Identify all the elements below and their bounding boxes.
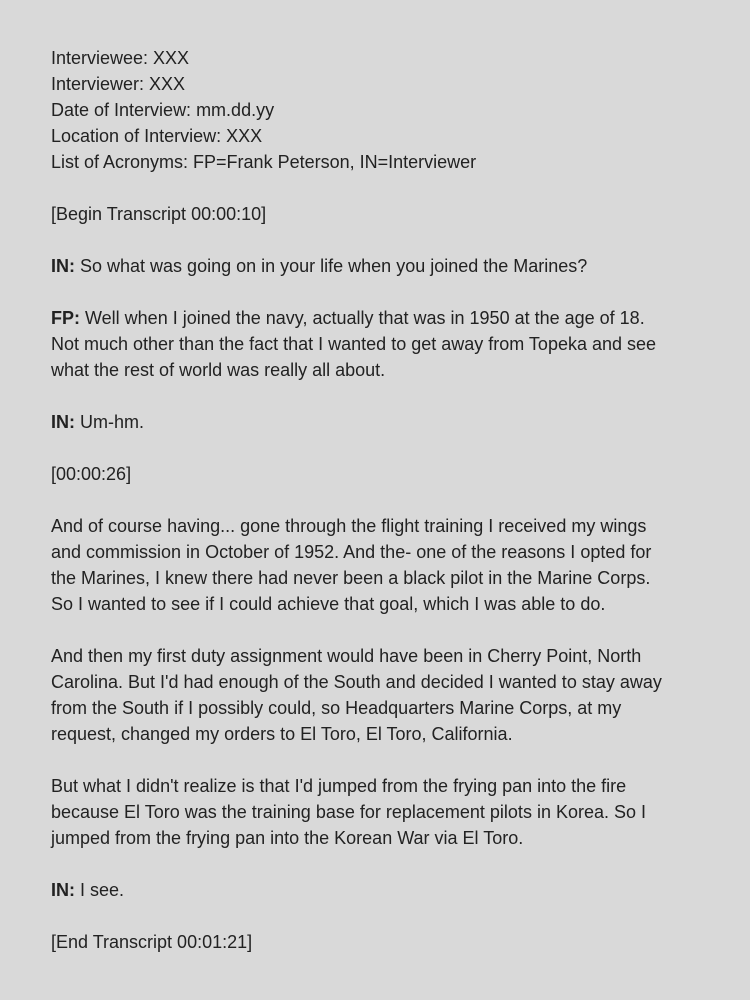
paragraph-4-line-3: jumped from the frying pan into the Korean War via El Toro. xyxy=(51,828,524,848)
begin-transcript-text: [Begin Transcript 00:00:10] xyxy=(51,204,267,224)
answer-1-line-3: what the rest of world was really all about. xyxy=(51,360,386,380)
paragraph-3-line-1: And then my first duty assignment would have been in Cherry Point, North xyxy=(51,646,642,666)
paragraph-2-line-4: So I wanted to see if I could achieve that goal, which I was able to do. xyxy=(51,594,606,614)
answer-paragraph-3 xyxy=(51,643,710,747)
transcript-body xyxy=(51,45,710,955)
question-1-text: So what was going on in your life when you joined the Marines? xyxy=(75,256,588,276)
timestamp-marker xyxy=(51,461,710,487)
response-2-line xyxy=(51,409,710,435)
interview-header xyxy=(51,45,710,175)
speaker-label: IN: xyxy=(51,256,75,276)
interviewer-response-2 xyxy=(51,409,710,435)
paragraph-3-line-4: request, changed my orders to El Toro, El Toro, California. xyxy=(51,724,513,744)
answer-1-text: Well when I joined the navy, actually that was in 1950 at the age of 18. xyxy=(80,308,645,328)
paragraph-2-line-3: the Marines, I knew there had never been a black pilot in the Marine Corps. xyxy=(51,568,651,588)
location-line: Location of Interview: XXX xyxy=(51,126,263,146)
answer-paragraph-4 xyxy=(51,773,710,851)
end-transcript-text: [End Transcript 00:01:21] xyxy=(51,932,253,952)
answer-1-line-1 xyxy=(51,305,710,331)
interviewer-line: Interviewer: XXX xyxy=(51,74,186,94)
speaker-label: IN: xyxy=(51,880,75,900)
paragraph-3-line-3: from the South if I possibly could, so Headquarters Marine Corps, at my xyxy=(51,698,622,718)
paragraph-4-line-1: But what I didn't realize is that I'd jumped from the frying pan into the fire xyxy=(51,776,627,796)
speaker-label: IN: xyxy=(51,412,75,432)
response-2-text: Um-hm. xyxy=(75,412,144,432)
interviewer-response-3 xyxy=(51,877,710,903)
interviewee-line: Interviewee: XXX xyxy=(51,48,190,68)
interviewer-question-1 xyxy=(51,253,710,279)
end-transcript-marker xyxy=(51,929,710,955)
paragraph-3-line-2: Carolina. But I'd had enough of the South and decided I wanted to stay away xyxy=(51,672,662,692)
speaker-label: FP: xyxy=(51,308,80,328)
response-3-line xyxy=(51,877,710,903)
date-line: Date of Interview: mm.dd.yy xyxy=(51,100,275,120)
acronyms-line: List of Acronyms: FP=Frank Peterson, IN=Interviewer xyxy=(51,152,477,172)
paragraph-2-line-2: and commission in October of 1952. And the- one of the reasons I opted for xyxy=(51,542,652,562)
timestamp-text: [00:00:26] xyxy=(51,464,132,484)
paragraph-4-line-2: because El Toro was the training base for replacement pilots in Korea. So I xyxy=(51,802,647,822)
response-3-text: I see. xyxy=(75,880,125,900)
interviewee-answer-1 xyxy=(51,305,710,383)
question-1-line xyxy=(51,253,710,279)
answer-1-line-2: Not much other than the fact that I wanted to get away from Topeka and see xyxy=(51,334,657,354)
paragraph-2-line-1: And of course having... gone through the flight training I received my wings xyxy=(51,516,647,536)
answer-paragraph-2 xyxy=(51,513,710,617)
begin-transcript-marker xyxy=(51,201,710,227)
